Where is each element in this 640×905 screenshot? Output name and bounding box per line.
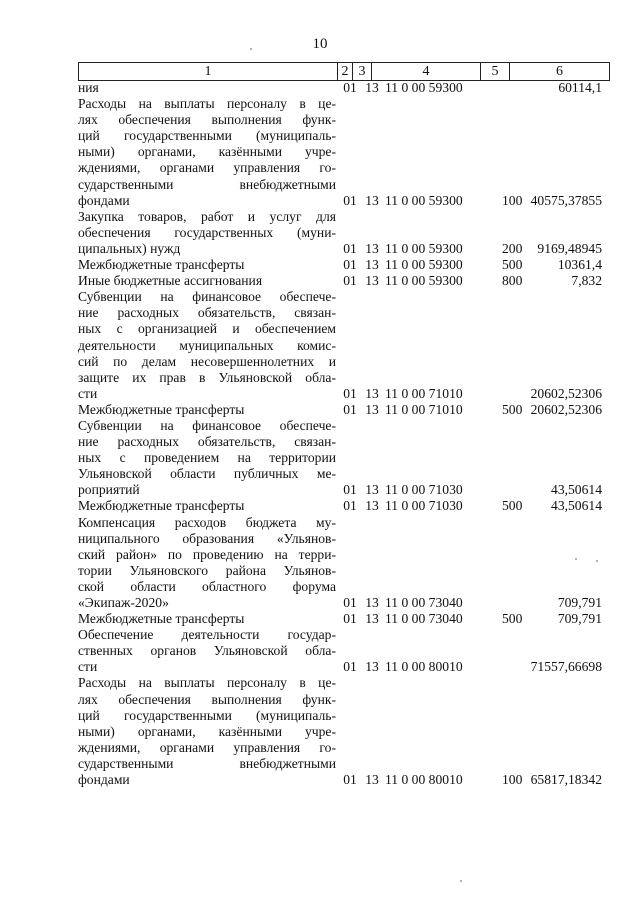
- row-description: [78, 675, 336, 788]
- amount: 20602,52306: [530, 385, 602, 401]
- section-code: 01: [343, 273, 357, 289]
- row-description: [78, 273, 336, 289]
- header-col-1: 1: [79, 63, 338, 81]
- description-line: обеспечения государственных (муни-: [78, 224, 336, 240]
- description-line: Компенсация расходов бюджета му-: [78, 514, 336, 530]
- subsection-code: 13: [365, 482, 379, 498]
- row-codes: [340, 402, 610, 418]
- amount: 709,791: [557, 611, 602, 627]
- section-code: 01: [343, 80, 357, 95]
- description-line: ными) органами, казёнными учре-: [78, 144, 336, 160]
- row-description: [78, 96, 336, 209]
- section-code: 01: [343, 240, 357, 256]
- section-code: 01: [343, 611, 357, 627]
- description-line: тории Ульяновского района Ульянов-: [78, 562, 336, 578]
- description-line: сий по делам несовершеннолетних и: [78, 353, 336, 369]
- description-line: сти: [78, 385, 98, 401]
- description-line: сударственными внебюджетными: [78, 755, 336, 771]
- table-row: [78, 257, 610, 273]
- description-line: Субвенции на финансовое обеспече-: [78, 417, 336, 433]
- target-article-code: 11 0 00 59300: [385, 273, 463, 289]
- amount: 71557,66698: [530, 659, 602, 675]
- page-number: 10: [312, 36, 328, 52]
- expense-type-code: 800: [502, 273, 523, 289]
- table-row: [78, 80, 610, 96]
- description-line: Расходы на выплаты персоналу в це-: [78, 675, 336, 691]
- target-article-code: 11 0 00 80010: [385, 772, 463, 788]
- section-code: 01: [343, 772, 357, 788]
- scan-speck: [460, 880, 462, 882]
- description-line: фондами: [78, 192, 130, 208]
- table-row: [78, 402, 610, 418]
- amount: 709,791: [557, 595, 602, 610]
- target-article-code: 11 0 00 59300: [385, 257, 463, 273]
- target-article-code: 11 0 00 73040: [385, 595, 463, 610]
- description-line: сударственными внебюджетными: [78, 176, 336, 192]
- target-article-code: 11 0 00 80010: [385, 659, 463, 675]
- row-description: [78, 80, 336, 96]
- description-line: ния: [78, 80, 99, 95]
- row-codes: [340, 241, 610, 257]
- row-codes: [340, 659, 610, 675]
- subsection-code: 13: [365, 192, 379, 208]
- expense-type-code: 500: [502, 498, 523, 514]
- table-row: [78, 273, 610, 289]
- expense-type-code: 100: [502, 772, 523, 788]
- description-line: роприятий: [78, 482, 140, 498]
- row-description: [78, 289, 336, 402]
- description-line: лях обеспечения выполнения функ-: [78, 112, 336, 128]
- section-code: 01: [343, 401, 357, 417]
- description-line: ждениями, органами управления го-: [78, 160, 336, 176]
- subsection-code: 13: [365, 385, 379, 401]
- description-line: ждениями, органами управления го-: [78, 739, 336, 755]
- table-row: [78, 498, 610, 514]
- amount: 20602,52306: [530, 401, 602, 417]
- subsection-code: 13: [365, 80, 379, 95]
- subsection-code: 13: [365, 240, 379, 256]
- target-article-code: 11 0 00 71030: [385, 482, 463, 498]
- row-description: [78, 627, 336, 675]
- row-codes: [340, 482, 610, 498]
- header-col-3: 3: [353, 63, 372, 81]
- row-codes: [340, 611, 610, 627]
- description-line: Ульяновской области публичных ме-: [78, 466, 336, 482]
- section-code: 01: [343, 385, 357, 401]
- table-row: [78, 289, 610, 402]
- description-line: Субвенции на финансовое обеспече-: [78, 289, 336, 305]
- description-line: ций государственными (муниципаль-: [78, 707, 336, 723]
- section-code: 01: [343, 192, 357, 208]
- row-description: [78, 498, 336, 514]
- row-codes: [340, 772, 610, 788]
- amount: 40575,37855: [530, 192, 602, 208]
- subsection-code: 13: [365, 611, 379, 627]
- header-col-4: 4: [372, 63, 481, 81]
- description-line: ных с проведением на территории: [78, 450, 336, 466]
- section-code: 01: [343, 482, 357, 498]
- description-line: Иные бюджетные ассигнования: [78, 273, 263, 289]
- table-row: [78, 675, 610, 788]
- scan-speck: [250, 48, 252, 50]
- header-col-5: 5: [481, 63, 510, 81]
- section-code: 01: [343, 498, 357, 514]
- subsection-code: 13: [365, 273, 379, 289]
- expense-type-code: 500: [502, 611, 523, 627]
- expense-type-code: 100: [502, 192, 523, 208]
- expense-type-code: 500: [502, 401, 523, 417]
- description-line: Закупка товаров, работ и услуг для: [78, 208, 336, 224]
- description-line: ниципального образования «Ульянов-: [78, 530, 336, 546]
- amount: 7,832: [571, 273, 602, 289]
- description-line: ных с организацией и обеспечением: [78, 321, 336, 337]
- scan-speck: [596, 560, 598, 562]
- description-line: ций государственными (муниципаль-: [78, 128, 336, 144]
- target-article-code: 11 0 00 71030: [385, 498, 463, 514]
- header-col-2: 2: [338, 63, 353, 81]
- amount: 9169,48945: [537, 240, 602, 256]
- row-description: [78, 418, 336, 498]
- row-description: [78, 209, 336, 257]
- amount: 10361,4: [557, 257, 602, 273]
- target-article-code: 11 0 00 59300: [385, 240, 463, 256]
- amount: 60114,1: [558, 80, 602, 95]
- description-line: Межбюджетные трансферты: [78, 498, 245, 514]
- subsection-code: 13: [365, 595, 379, 610]
- description-line: сти: [78, 659, 98, 675]
- description-line: Межбюджетные трансферты: [78, 611, 245, 627]
- description-line: ными) органами, казёнными учре-: [78, 723, 336, 739]
- table-body: [78, 80, 610, 788]
- description-line: ственных органов Ульяновской обла-: [78, 643, 336, 659]
- table-row: [78, 96, 610, 209]
- subsection-code: 13: [365, 498, 379, 514]
- row-description: [78, 515, 336, 612]
- scan-speck: [575, 558, 577, 560]
- section-code: 01: [343, 257, 357, 273]
- description-line: деятельности муниципальных комис-: [78, 337, 336, 353]
- row-codes: [340, 386, 610, 402]
- row-codes: [340, 80, 610, 96]
- description-line: ние расходных обязательств, связан-: [78, 434, 336, 450]
- table-row: [78, 209, 610, 257]
- section-code: 01: [343, 595, 357, 610]
- target-article-code: 11 0 00 59300: [385, 192, 463, 208]
- target-article-code: 11 0 00 73040: [385, 611, 463, 627]
- description-line: «Экипаж-2020»: [78, 595, 169, 610]
- row-codes: [340, 499, 610, 515]
- description-line: Межбюджетные трансферты: [78, 401, 245, 417]
- table-row: [78, 627, 610, 675]
- row-codes: [340, 257, 610, 273]
- section-code: 01: [343, 659, 357, 675]
- amount: 43,50614: [551, 498, 602, 514]
- target-article-code: 11 0 00 59300: [385, 80, 463, 95]
- header-col-6: 6: [510, 63, 610, 81]
- target-article-code: 11 0 00 71010: [385, 385, 463, 401]
- row-codes: [340, 595, 610, 611]
- expense-type-code: 200: [502, 240, 523, 256]
- row-codes: [340, 273, 610, 289]
- description-line: защите их прав в Ульяновской обла-: [78, 369, 336, 385]
- expense-type-code: 500: [502, 257, 523, 273]
- table-row: [78, 611, 610, 627]
- description-line: ский район» по проведению на терри-: [78, 546, 336, 562]
- description-line: Обеспечение деятельности государ-: [78, 627, 336, 643]
- table-header: [78, 62, 610, 81]
- amount: 43,50614: [551, 482, 602, 498]
- subsection-code: 13: [365, 659, 379, 675]
- table-row: [78, 515, 610, 612]
- row-description: [78, 402, 336, 418]
- description-line: ние расходных обязательств, связан-: [78, 305, 336, 321]
- subsection-code: 13: [365, 401, 379, 417]
- description-line: ципальных) нужд: [78, 240, 181, 256]
- row-codes: [340, 193, 610, 209]
- description-line: Межбюджетные трансферты: [78, 257, 245, 273]
- description-line: лях обеспечения выполнения функ-: [78, 691, 336, 707]
- target-article-code: 11 0 00 71010: [385, 401, 463, 417]
- row-description: [78, 257, 336, 273]
- subsection-code: 13: [365, 257, 379, 273]
- description-line: ской области областного форума: [78, 578, 336, 594]
- description-line: Расходы на выплаты персоналу в це-: [78, 96, 336, 112]
- row-description: [78, 611, 336, 627]
- table-row: [78, 418, 610, 498]
- description-line: фондами: [78, 772, 130, 788]
- amount: 65817,18342: [530, 772, 602, 788]
- subsection-code: 13: [365, 772, 379, 788]
